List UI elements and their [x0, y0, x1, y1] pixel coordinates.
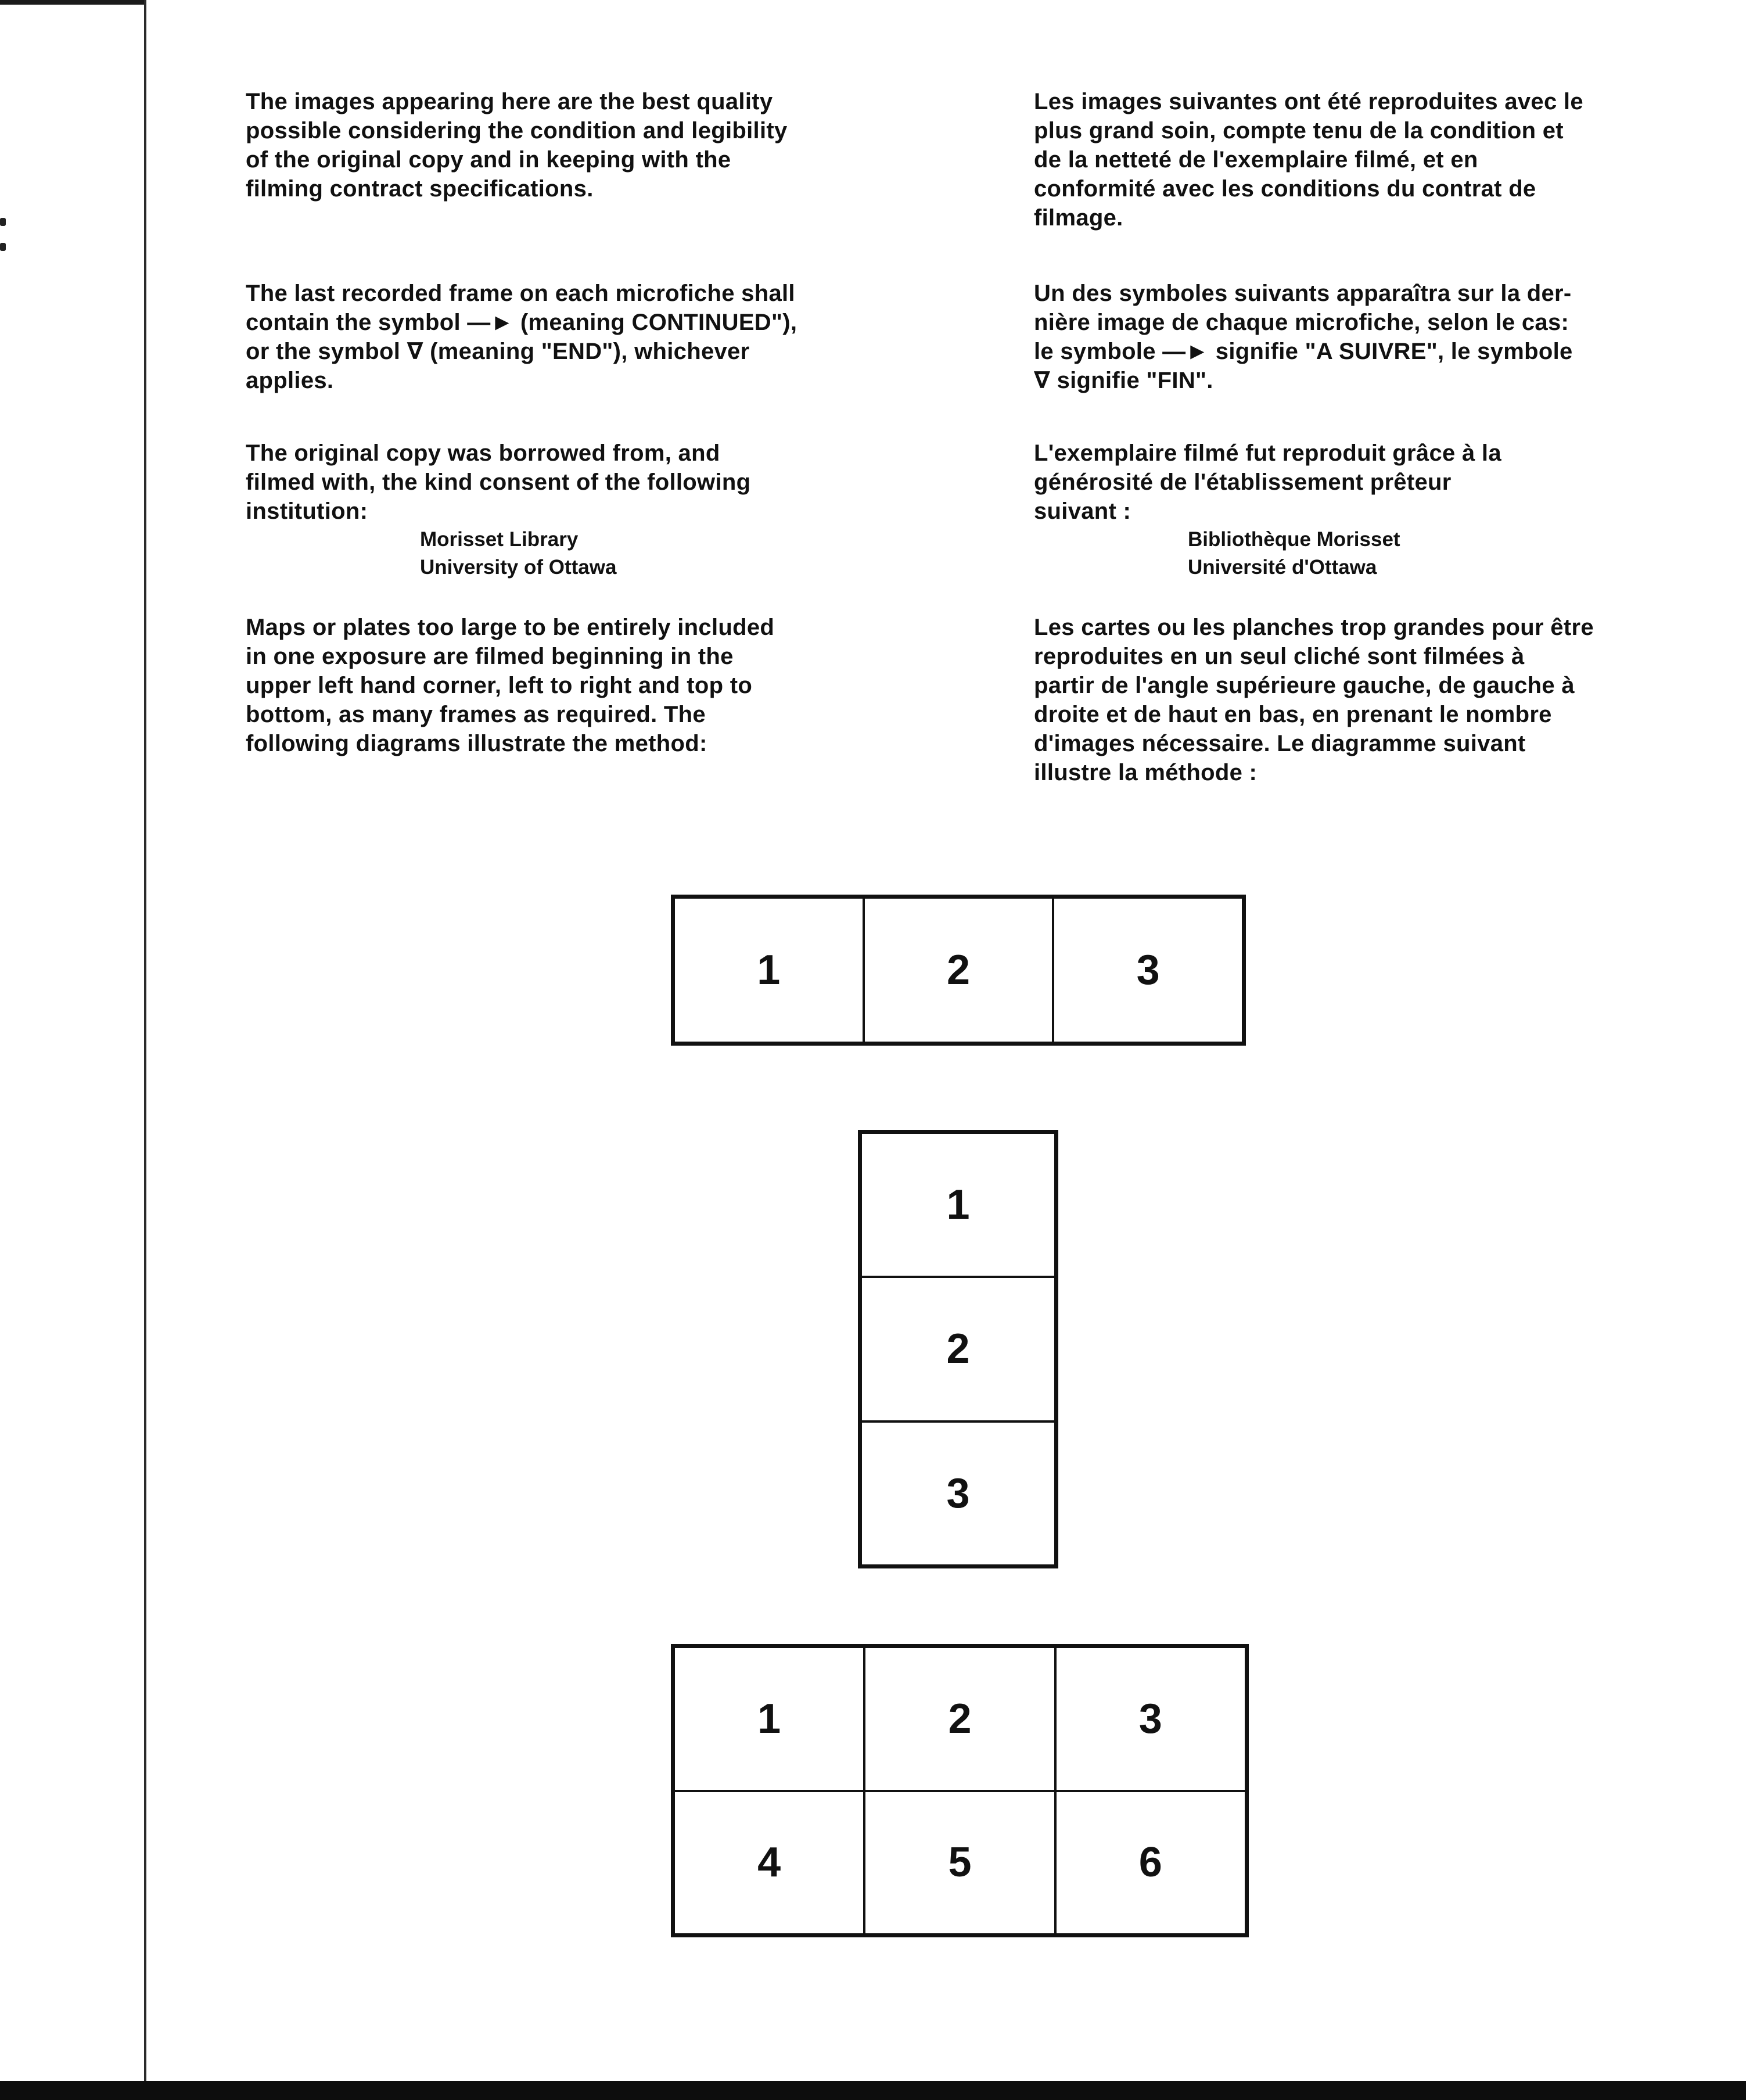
english-institution: Morisset Library University of Ottawa [420, 528, 617, 579]
frame-cell: 6 [1055, 1791, 1246, 1935]
diagram-vertical-frames [858, 1130, 1058, 1568]
margin-mark [0, 243, 6, 251]
frame-cell: 3 [1053, 898, 1243, 1043]
frame-cell: 2 [864, 898, 1054, 1043]
margin-mark [0, 218, 6, 226]
page-left-rule [144, 0, 146, 2081]
frame-cell: 2 [864, 1647, 1055, 1791]
frame-cell: 1 [674, 898, 864, 1043]
frame-cell: 4 [674, 1791, 864, 1935]
english-paragraph-source: The original copy was borrowed from, and filmed with, the kind consent of the following institution: [246, 440, 751, 524]
frame-cell: 3 [1055, 1647, 1246, 1791]
scan-top-edge [0, 0, 145, 5]
frame-cell: 1 [861, 1133, 1055, 1277]
french-paragraph-maps: Les cartes ou les planches trop grandes pour être reproduites en un seul cliché sont filmées à partir de l'angle supérieure gauche, de gauche à droite et de haut en bas, en prenant le nombre d'images nécessaire. Le diagramme suivant illustre la méthode : [1034, 615, 1594, 785]
english-paragraph-maps: Maps or plates too large to be entirely included in one exposure are filmed beginning in the upper left hand corner, left to right and top to bottom, as many frames as required. The following diagrams illustrate the method: [246, 615, 775, 756]
frame-cell: 2 [861, 1277, 1055, 1421]
french-paragraph-symbols: Un des symboles suivants apparaîtra sur la der- nière image de chaque microfiche, selon le cas: le symbole —► signifie "A SUIVRE", le symbole ∇ signifie "FIN". [1034, 281, 1573, 393]
frame-cell: 1 [674, 1647, 864, 1791]
frame-cell: 3 [861, 1421, 1055, 1566]
french-institution: Bibliothèque Morisset Université d'Ottawa [1188, 528, 1400, 579]
diagram-grid-frames [671, 1644, 1249, 1937]
french-paragraph-quality: Les images suivantes ont été reproduites avec le plus grand soin, compte tenu de la condition et de la netteté de l'exemplaire filmé, et en conformité avec les conditions du contrat de filmage. [1034, 89, 1583, 231]
french-paragraph-source: L'exemplaire filmé fut reproduit grâce à la générosité de l'établissement prêteur suivant : [1034, 440, 1501, 524]
english-paragraph-quality: The images appearing here are the best quality possible considering the condition and legibility of the original copy and in keeping with the filming contract specifications. [246, 89, 788, 202]
scan-bottom-bar [0, 2081, 1746, 2100]
frame-cell: 5 [864, 1791, 1055, 1935]
english-paragraph-symbols: The last recorded frame on each microfiche shall contain the symbol —► (meaning CONTINUED"), or the symbol ∇ (meaning "END"), whichever applies. [246, 281, 797, 393]
diagram-horizontal-frames [671, 895, 1246, 1046]
